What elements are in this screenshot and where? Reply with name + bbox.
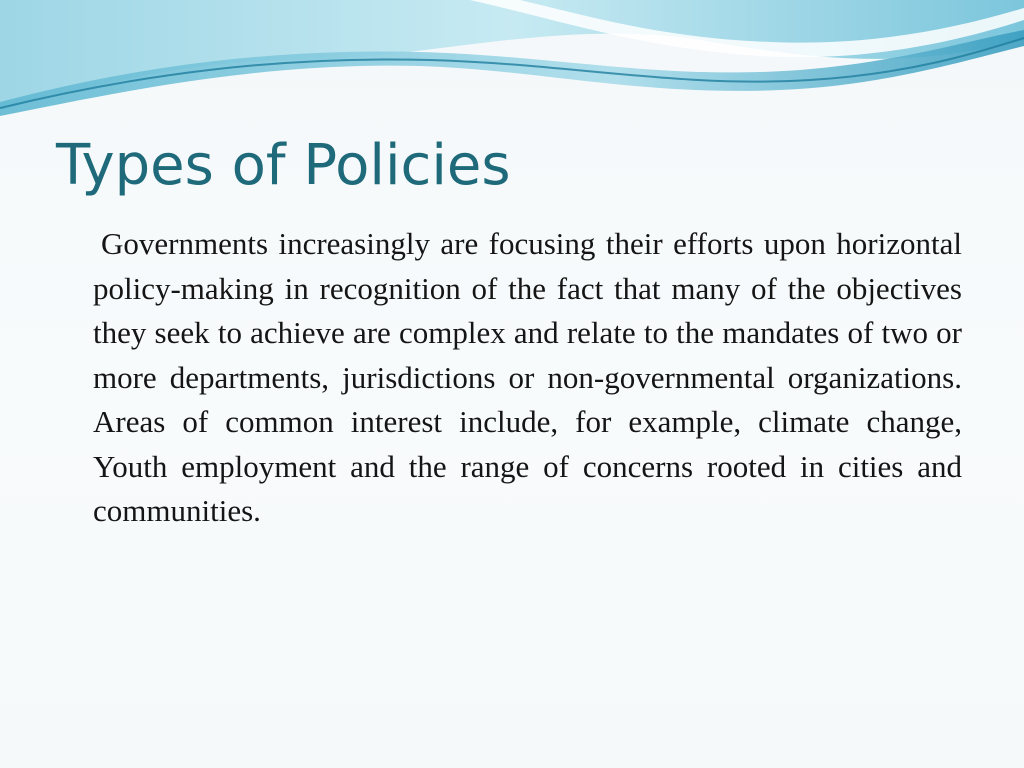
header-wave-decoration: [0, 0, 1024, 130]
slide-title: Types of Policies: [56, 133, 511, 198]
slide-body-text: Governments increasingly are focusing their efforts upon horizontal policy-making in recognition of the fact that many of the objectives they seek to achieve are complex and relate to the mandates of two or more departments, jurisdictions or non-governmental organizations. Areas of common interest include, for example, climate change, Youth employment and the range of concerns rooted in cities and communities.: [93, 226, 962, 528]
